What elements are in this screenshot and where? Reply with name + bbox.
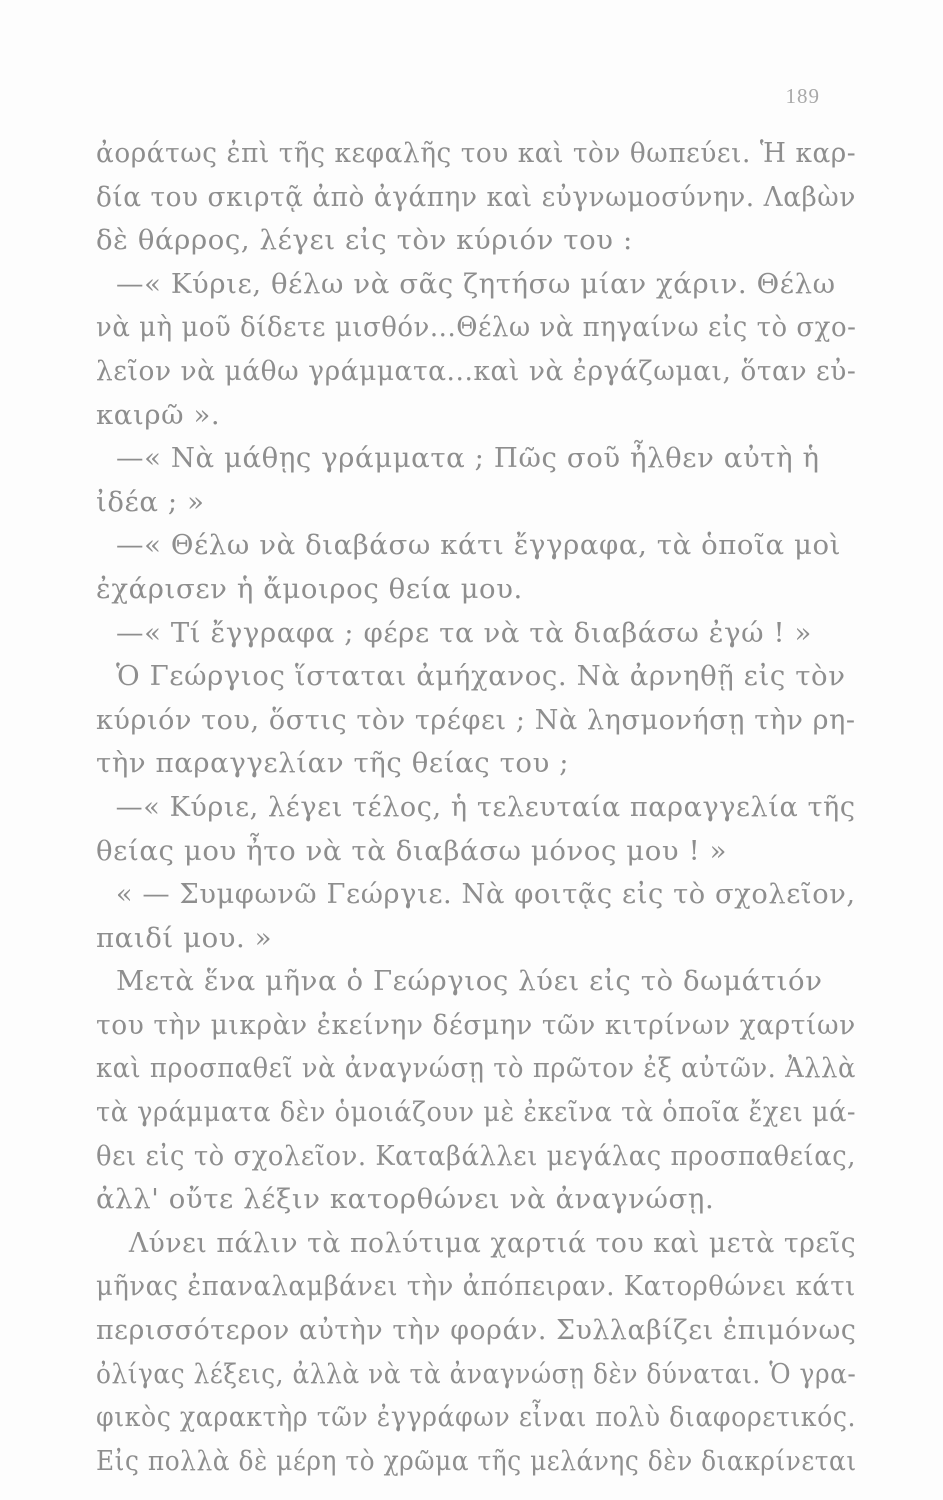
- text-line: Ὁ Γεώργιος ἵσταται ἀμήχανος. Νὰ ἀρνηθῇ εἰς τὸν: [116, 660, 846, 693]
- page-number: 189: [785, 84, 820, 108]
- text-line: δία του σκιρτᾷ ἀπὸ ἀγάπην καὶ εὐγνωμοσύνην. Λαβὼν: [96, 180, 856, 213]
- text-line: ἀοράτως ἐπὶ τῆς κεφαλῆς του καὶ τὸν θωπεύει. Ἡ καρ-: [96, 137, 857, 169]
- text-line: ἀλλ' οὔτε λέξιν κατορθώνει νὰ ἀναγνώσῃ.: [96, 1183, 715, 1216]
- text-line: τὴν παραγγελίαν τῆς θείας του ;: [96, 747, 570, 780]
- text-line: νὰ μὴ μοῦ δίδετε μισθόν...Θέλω νὰ πηγαίνω εἰς τὸ σχο-: [96, 311, 857, 344]
- text-line: φικὸς χαρακτὴρ τῶν ἐγγράφων εἶναι πολὺ διαφορετικός.: [96, 1401, 857, 1434]
- text-line: κύριόν του, ὅστις τὸν τρέφει ; Νὰ λησμονήσῃ τὴν ρη-: [96, 703, 856, 736]
- text-line: ἰδέα ; »: [96, 485, 205, 518]
- text-line: Μετὰ ἕνα μῆνα ὁ Γεώργιος λύει εἰς τὸ δωμάτιόν: [116, 965, 823, 998]
- text-line: Εἰς πολλὰ δὲ μέρη τὸ χρῶμα τῆς μελάνης δὲν διακρίνεται: [96, 1444, 857, 1477]
- text-line: —« Κύριε, θέλω νὰ σᾶς ζητήσω μίαν χάριν. Θέλω: [116, 267, 836, 300]
- text-line: λεῖον νὰ μάθω γράμματα...καὶ νὰ ἐργάζωμαι, ὅταν εὐ-: [96, 354, 857, 387]
- text-line: « — Συμφωνῶ Γεώργιε. Νὰ φοιτᾷς εἰς τὸ σχολεῖον,: [115, 878, 856, 911]
- text-line: τὰ γράμματα δὲν ὁμοιάζουν μὲ ἐκεῖνα τὰ ὁποῖα ἔχει μά-: [96, 1096, 857, 1129]
- text-line: καιρῶ ».: [96, 398, 221, 431]
- text-line: δὲ θάρρος, λέγει εἰς τὸν κύριόν του :: [96, 224, 633, 257]
- text-line: περισσότερον αὐτὴν τὴν φοράν. Συλλαβίζει ἐπιμόνως: [96, 1314, 857, 1347]
- text-line: —« Κύριε, λέγει τέλος, ἡ τελευταία παραγγελία τῆς: [115, 790, 856, 823]
- text-line: παιδί μου. »: [96, 921, 273, 954]
- text-line: —« Θέλω νὰ διαβάσω κάτι ἔγγραφα, τὰ ὁποῖα μοὶ: [116, 529, 841, 562]
- text-line: θει εἰς τὸ σχολεῖον. Καταβάλλει μεγάλας προσπαθείας,: [96, 1139, 856, 1172]
- text-line: ἐχάρισεν ἡ ἄμοιρος θεία μου.: [96, 572, 523, 605]
- text-line: θείας μου ἦτο νὰ τὰ διαβάσω μόνος μου ! »: [96, 834, 727, 867]
- text-line: —« Νὰ μάθῃς γράμματα ; Πῶς σοῦ ἦλθεν αὐτὴ ἡ: [116, 442, 820, 475]
- text-line: Λύνει πάλιν τὰ πολύτιμα χαρτιά του καὶ μετὰ τρεῖς: [128, 1226, 857, 1259]
- text-line: του τὴν μικρὰν ἐκείνην δέσμην τῶν κιτρίνων χαρτίων: [96, 1008, 856, 1041]
- body-text: [96, 132, 857, 1483]
- text-line: καὶ προσπαθεῖ νὰ ἀναγνώσῃ τὸ πρῶτον ἐξ αὐτῶν. Ἀλλὰ: [96, 1052, 856, 1085]
- text-line: —« Τί ἔγγραφα ; φέρε τα νὰ τὰ διαβάσω ἐγώ ! »: [116, 616, 812, 649]
- text-line: ὀλίγας λέξεις, ἀλλὰ νὰ τὰ ἀναγνώσῃ δὲν δύναται. Ὁ γρα-: [96, 1357, 857, 1390]
- text-line: μῆνας ἐπαναλαμβάνει τὴν ἀπόπειραν. Κατορθώνει κάτι: [96, 1270, 856, 1303]
